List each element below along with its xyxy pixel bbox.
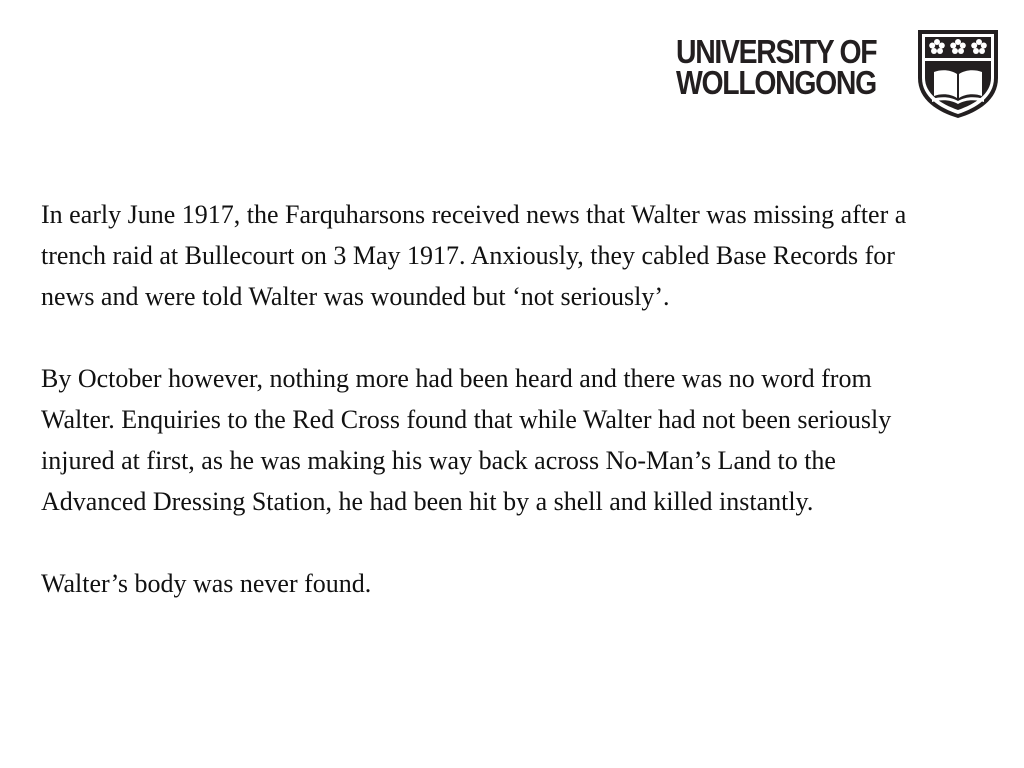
- paragraph-2: By October however, nothing more had been heard and there was no word from Walter. Enquiries to the Red Cross found that while Walter had not been seriously injured at first, as he was making his way back across No-Man’s Land to the Advanced Dressing Station, he had been hit by a shell and killed instantly.: [41, 364, 892, 516]
- logo-line-1: UNIVERSITY OF: [676, 33, 877, 70]
- paragraph-1: In early June 1917, the Farquharsons received news that Walter was missing after a trench raid at Bullecourt on 3 May 1917. Anxiously, they cabled Base Records for news and were told Walter was wounded but ‘not seriously’.: [41, 200, 907, 311]
- paragraph-3: Walter’s body was never found.: [41, 569, 372, 598]
- university-logo: [676, 28, 1002, 122]
- logo-line-2: WOLLONGONG: [676, 64, 876, 101]
- body-text: [41, 194, 941, 604]
- logo-wordmark: [676, 33, 877, 101]
- university-crest-icon: [916, 28, 1000, 120]
